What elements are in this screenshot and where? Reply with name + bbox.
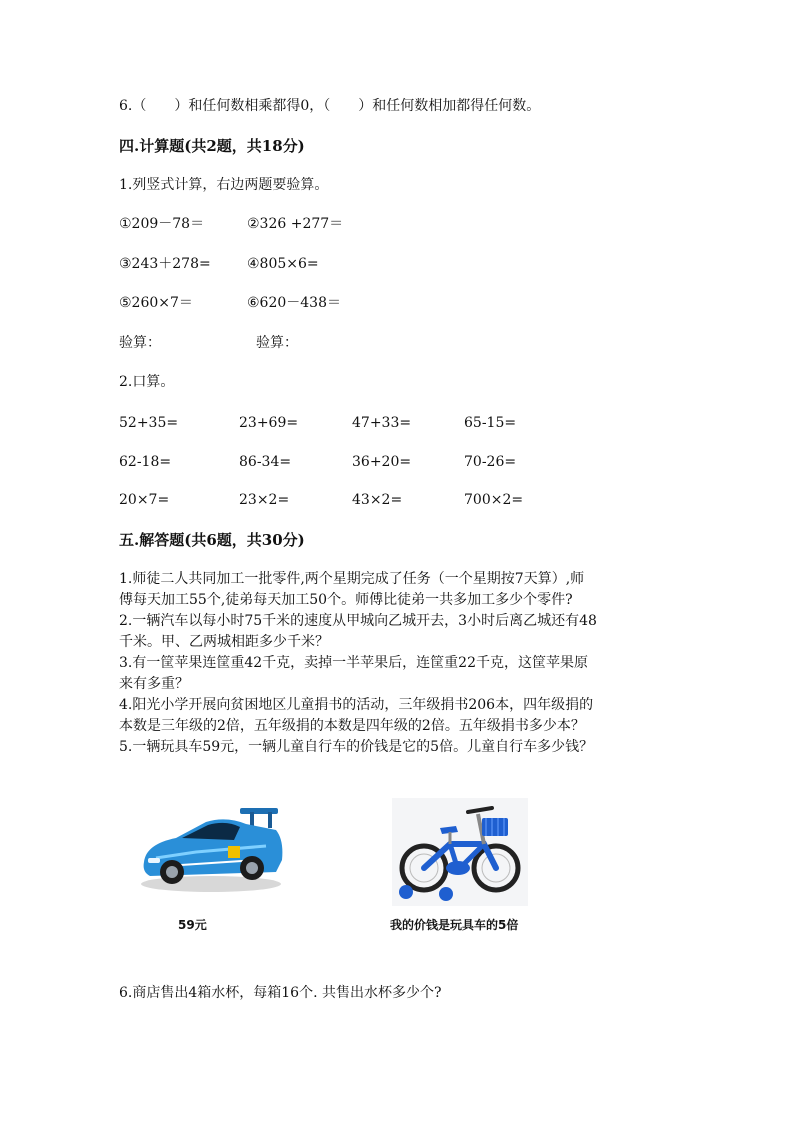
calc2-intro: 2.口算。: [119, 374, 175, 390]
q6-fill-blank: 6.（ ）和任何数相乘都得0，（ ）和任何数相加都得任何数。: [119, 98, 541, 114]
word-problem-line: 5.一辆玩具车59元，一辆儿童自行车的价钱是它的5倍。儿童自行车多少钱？: [119, 739, 594, 755]
mental-calc-item: 62-18=: [119, 454, 172, 470]
vertical-calc-item: ①209－78＝: [119, 216, 205, 232]
vertical-calc-item: ②326 +277＝: [247, 216, 344, 232]
word-problem-line: 千米。甲、乙两城相距多少千米？: [119, 634, 329, 650]
word-problem-line: 1.师徒二人共同加工一批零件,两个星期完成了任务（一个星期按7天算）,师: [119, 571, 585, 587]
mental-calc-item: 47+33=: [352, 415, 412, 431]
mental-calc-item: 23+69=: [239, 415, 299, 431]
word-problems: [119, 569, 679, 758]
word-problem-line: 2.一辆汽车以每小时75千米的速度从甲城向乙城开去，3小时后离乙城还有48: [119, 613, 597, 629]
vertical-calc-item: ⑤260×7＝: [119, 295, 193, 311]
verify-label-left: 验算：: [119, 335, 161, 351]
mental-calc-item: 86-34=: [239, 454, 292, 470]
word-problem-line: 来有多重？: [119, 676, 189, 692]
word-problem-line: 3.有一筐苹果连筐重42千克，卖掉一半苹果后，连筐重22千克，这筐苹果原: [119, 655, 588, 671]
toy-car-image: [136, 800, 286, 900]
q6-final-problem: 6.商店售出4箱水杯，每箱16个. 共售出水杯多少个?: [119, 985, 442, 1001]
mental-calc-item: 20×7=: [119, 492, 170, 508]
section5-title: 五.解答题(共6题，共30分): [119, 531, 305, 549]
vertical-calc-item: ④805×6=: [247, 256, 319, 272]
verify-label-right: 验算：: [256, 335, 298, 351]
mental-calc-item: 23×2=: [239, 492, 290, 508]
vertical-calc-item: ⑥620－438＝: [247, 295, 341, 311]
mental-calc-item: 65-15=: [464, 415, 517, 431]
word-problem-line: 本数是三年级的2倍，五年级捐的本数是四年级的2倍。五年级捐书多少本？: [119, 718, 585, 734]
bike-price-caption: 我的价钱是玩具车的5倍: [390, 918, 519, 932]
bicycle-image: [392, 798, 528, 906]
calc1-intro: 1.列竖式计算，右边两题要验算。: [119, 177, 329, 193]
vertical-calc-item: ③243＋278=: [119, 256, 211, 272]
mental-calc-item: 36+20=: [352, 454, 412, 470]
mental-calc-item: 700×2=: [464, 492, 524, 508]
word-problem-line: 4.阳光小学开展向贫困地区儿童捐书的活动，三年级捐书206本，四年级捐的: [119, 697, 594, 713]
car-price-caption: 59元: [178, 918, 207, 932]
section4-title: 四.计算题(共2题，共18分): [119, 137, 305, 155]
word-problem-line: 傅每天加工55个,徒弟每天加工50个。师傅比徒弟一共多加工多少个零件?: [119, 592, 573, 608]
mental-calc-item: 43×2=: [352, 492, 403, 508]
mental-calc-item: 52+35=: [119, 415, 179, 431]
mental-calc-item: 70-26=: [464, 454, 517, 470]
